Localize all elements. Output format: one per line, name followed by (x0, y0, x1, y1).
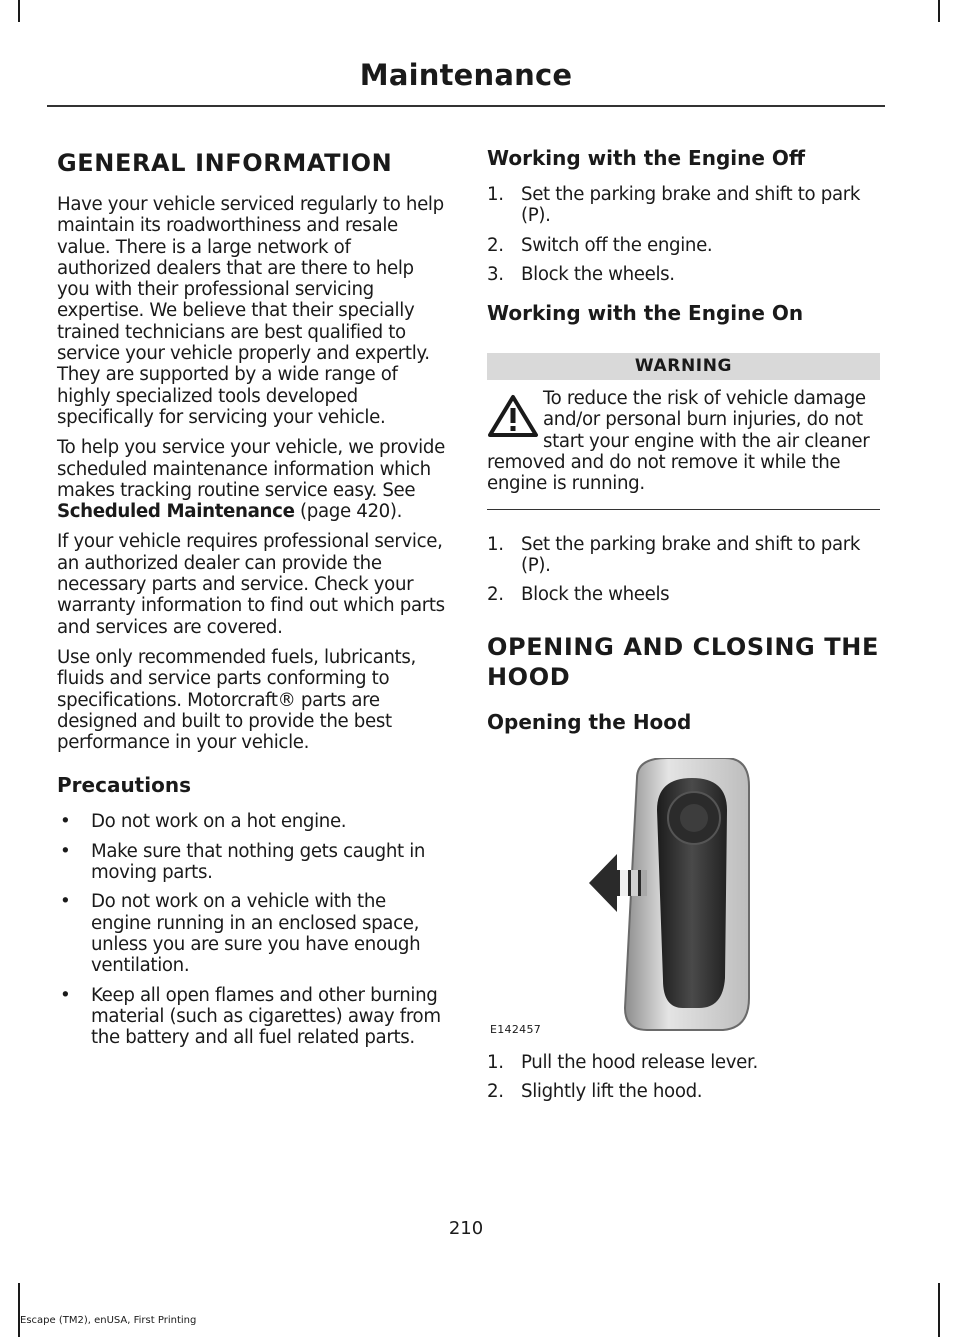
header-rule (47, 105, 885, 107)
left-column (57, 140, 449, 1058)
list-item: • Keep all open flames and other burning material (such as cigarettes) away from the battery and all fuel related parts. (60, 984, 441, 1049)
hood-section-title-line-1: OPENING AND CLOSING THE (487, 632, 879, 661)
list-item: 1. Set the parking brake and shift to park (P). (487, 184, 861, 227)
crop-mark-bottom-right (938, 1283, 940, 1337)
crop-mark-top-left (18, 0, 20, 22)
list-item: • Do not work on a vehicle with the engine running in an enclosed space, unless you are sure you have enough ventilation. (60, 891, 421, 977)
list-item: 1. Pull the hood release lever. (487, 1051, 758, 1073)
warning-box (487, 388, 880, 494)
figure-id: E142457 (490, 1022, 542, 1036)
list-item: 2. Block the wheels (487, 584, 670, 606)
list-item: 3. Block the wheels. (487, 263, 675, 285)
general-info-paragraph-4: Use only recommended fuels, lubricants, fluids and service parts conforming to specifications. Motorcraft® parts are designed and built to provide the best performance in your vehicle. (57, 646, 416, 754)
opening-hood-title: Opening the Hood (487, 709, 692, 734)
hood-release-lever-icon (487, 758, 880, 1038)
engine-on-title: Working with the Engine On (487, 301, 804, 326)
list-item: 2. Slightly lift the hood. (487, 1080, 703, 1102)
hood-release-lever-illustration (487, 758, 880, 1038)
crop-mark-top-right (938, 0, 940, 22)
list-item: 2. Switch off the engine. (487, 234, 713, 256)
scheduled-maintenance-page-ref: (page 420). (300, 501, 403, 523)
hood-section-title-line-2: HOOD (487, 662, 571, 691)
precautions-list (57, 811, 449, 1048)
hood-steps (487, 1052, 880, 1103)
general-info-paragraph-1: Have your vehicle serviced regularly to help maintain its roadworthiness and resale value. There is a large network of authorized dealers that are there to help you with their professional servicing expertise. We believe that their specially trained technicians are best qualified to service your vehicle properly and expertly. They are supported by a wide range of highly specialized tools developed specifically for servicing your vehicle. (57, 194, 444, 428)
warning-bottom-rule (487, 509, 880, 510)
warning-triangle-icon (487, 394, 539, 438)
list-item: • Make sure that nothing gets caught in moving parts. (60, 840, 426, 884)
engine-off-steps (487, 184, 880, 285)
crop-mark-bottom-left (18, 1283, 20, 1337)
general-info-paragraph-3: If your vehicle requires professional service, an authorized dealer can provide the necessary parts and service. Check your warranty information to find out which parts and services are covered. (57, 531, 445, 638)
scheduled-maintenance-link[interactable]: Scheduled Maintenance (57, 501, 295, 523)
section-title-general-information: GENERAL INFORMATION (57, 149, 393, 177)
footer-edition: Escape (TM2), enUSA, First Printing (20, 1315, 197, 1326)
general-info-paragraph-2 (57, 437, 449, 522)
engine-off-title: Working with the Engine Off (487, 146, 806, 170)
warning-text: To reduce the risk of vehicle damage and/or personal burn injuries, do not start your engine with the air cleaner removed and do not remove it while the engine is running. (487, 388, 870, 495)
list-item: 1. Set the parking brake and shift to park (P). (487, 533, 861, 576)
list-item: • Do not work on a hot engine. (60, 811, 347, 833)
engine-on-steps (487, 534, 880, 606)
right-column (487, 140, 880, 1112)
page-number: 210 (448, 1218, 484, 1239)
precautions-title: Precautions (57, 773, 191, 798)
page-header-title: Maintenance (359, 58, 573, 92)
paragraph-2-text: To help you service your vehicle, we provide scheduled maintenance information which makes tracking routine service easy. See (57, 437, 445, 501)
warning-label: WARNING (487, 353, 880, 380)
